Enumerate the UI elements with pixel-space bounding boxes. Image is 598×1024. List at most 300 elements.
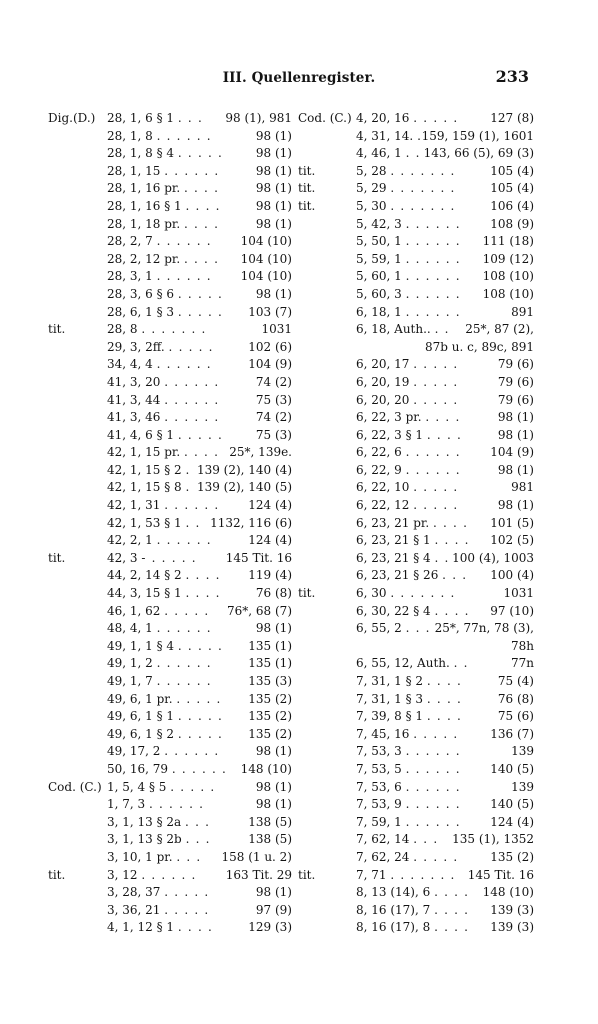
entry-reference: 6, 30, 22 § 4 . . . . [356, 603, 470, 618]
index-entry [48, 374, 292, 392]
index-entry [48, 180, 292, 198]
entry-reference: 6, 23, 21 § 26 . . . [356, 568, 468, 583]
index-entry [48, 356, 292, 374]
index-entry [298, 479, 534, 497]
entry-reference: 28, 8 . . . . . . . [107, 322, 207, 337]
entry-leader-dots: . . . . . . [405, 445, 461, 460]
entry-reference: 28, 1, 6 § 1 . . . [107, 111, 203, 125]
entry-page-reference: 136 (7) [490, 726, 534, 741]
entry-page-reference: 124 (4) [248, 498, 292, 513]
entry-reference: 5, 50, 1 . . . . . . [356, 234, 461, 249]
index-entry [48, 638, 292, 656]
entry-reference: 7, 39, 8 § 1 . . . . [356, 709, 462, 724]
index-entry [48, 321, 292, 339]
index-entry [298, 761, 534, 779]
index-entry [298, 128, 534, 146]
entry-leader-dots: . . . . . . [405, 814, 461, 829]
entry-reference: 6, 22, 3 § 1 . . . . [356, 427, 462, 442]
entry-reference: 49, 6, 1 § 1 . . . . . [107, 709, 224, 724]
index-entry [298, 462, 534, 480]
entry-leader-dots: . . . . . . [164, 374, 220, 389]
entry-page-reference: 98 (1) [255, 216, 292, 231]
entry-page-reference: 25*, 139e. [229, 445, 292, 460]
entry-page-reference: 101 (5) [490, 515, 534, 530]
entry-reference: 6, 23, 21 pr. . . . . [356, 515, 469, 530]
index-entry [48, 110, 292, 128]
entry-reference: 5, 29 . . . . . . . [356, 181, 456, 196]
entry-page-reference: 108 (10) [482, 269, 534, 284]
entry-reference: 49, 6, 1 pr. . . . . . [107, 691, 222, 706]
entry-reference: 28, 3, 1 . . . . . . [107, 269, 212, 284]
index-entry [298, 180, 534, 198]
entry-reference: 49, 1, 2 . . . . . . [107, 656, 212, 671]
index-entry [48, 128, 292, 146]
entry-leader-dots: . . . [185, 832, 211, 847]
index-entry [48, 479, 292, 497]
entry-leader-dots: . . . . . [177, 286, 224, 301]
entry-leader-dots: . . . . . . [405, 744, 461, 759]
entry-reference: 5, 42, 3 . . . . . . [356, 216, 461, 231]
entry-page-reference: 98 (1) [255, 621, 292, 636]
entry-reference: 41, 4, 6 § 1 . . . . . [107, 427, 224, 442]
entry-prefix: tit. [48, 867, 66, 882]
entry-leader-dots: . . . . . [413, 498, 459, 513]
entry-page-reference: 79 (6) [497, 392, 534, 407]
entry-page-reference: 104 (9) [490, 445, 534, 460]
entry-leader-dots: . . . . . . [156, 656, 212, 671]
entry-page-reference: 75 (3) [255, 392, 292, 407]
entry-reference: 41, 3, 20 . . . . . . [107, 374, 220, 389]
index-entry [48, 867, 292, 885]
entry-leader-dots: . . [434, 322, 450, 337]
entry-reference: 7, 31, 1 § 2 . . . . [356, 674, 462, 688]
index-entry [298, 673, 534, 691]
entry-page-reference: 76 (8) [497, 691, 534, 706]
entry-leader-dots: . . . [413, 832, 439, 847]
entry-leader-dots: . [417, 128, 423, 143]
entry-reference: 6, 22, 9 . . . . . . [356, 462, 461, 477]
entry-leader-dots: . . . . [184, 251, 220, 266]
entry-page-reference: 75 (3) [255, 427, 292, 442]
index-entry [298, 163, 534, 181]
index-entry [48, 444, 292, 462]
index-entry [48, 339, 292, 357]
entry-prefix: Dig.(D.) [48, 111, 96, 125]
index-entry [298, 814, 534, 832]
entry-reference: 28, 2, 7 . . . . . . [107, 234, 212, 249]
index-entry [48, 198, 292, 216]
entry-page-reference: 25*, 77n, 78 (3), [434, 621, 534, 636]
index-entry [298, 567, 534, 585]
entry-leader-dots: . . . . . . [405, 269, 461, 284]
entry-leader-dots: . . . . . . [156, 674, 212, 688]
entry-leader-dots: . . . . [426, 691, 462, 706]
entry-page-reference: 98 (1) [497, 427, 534, 442]
index-entry [298, 216, 534, 234]
index-entry [298, 251, 534, 269]
entry-leader-dots: . . . . . [413, 357, 459, 372]
index-entry [48, 796, 292, 814]
entry-reference: 3, 10, 1 pr. . . . [107, 849, 202, 864]
entry-prefix: tit. [298, 198, 316, 213]
index-entry [48, 708, 292, 726]
entry-page-reference: 148 (10) [240, 761, 292, 776]
entry-leader-dots: . . . . . . [141, 867, 197, 882]
entry-page-reference: 25*, 87 (2), [465, 322, 534, 337]
entry-leader-dots: . . . . [184, 216, 220, 231]
index-entry [298, 198, 534, 216]
entry-reference: 42, 1, 31 . . . . . . [107, 498, 220, 513]
index-entry [48, 550, 292, 568]
entry-reference: 4, 31, 14. . [356, 128, 423, 143]
entry-page-reference: 98 (1), 981 [225, 111, 292, 125]
entry-page-reference: 109 (12) [482, 251, 534, 266]
entry-page-reference: 111 (18) [482, 234, 534, 249]
index-entry [298, 655, 534, 673]
entry-reference: 7, 62, 14 . . . [356, 832, 439, 847]
index-entry [298, 392, 534, 410]
entry-reference: 49, 17, 2 . . . . . . [107, 744, 220, 759]
entry-reference: 42, 1, 15 § 2 . [107, 462, 191, 477]
index-entry [298, 374, 534, 392]
entry-leader-dots: . . . . [184, 181, 220, 196]
entry-page-reference: 98 (1) [255, 885, 292, 900]
index-entry [298, 919, 534, 937]
entry-page-reference: 163 Tit. 29 [225, 867, 292, 882]
entry-leader-dots: . . . . . . [405, 216, 461, 231]
index-entry [48, 902, 292, 920]
index-entry [48, 251, 292, 269]
entry-reference: 5, 60, 1 . . . . . . [356, 269, 461, 284]
entry-reference: 41, 3, 44 . . . . . . [107, 392, 220, 407]
entry-leader-dots: . . . . [434, 533, 470, 548]
entry-reference: 5, 30 . . . . . . . [356, 198, 456, 213]
entry-reference: 8, 16 (17), 8 . . . . [356, 920, 470, 935]
entry-page-reference: 97 (10) [490, 603, 534, 618]
index-entry [298, 867, 534, 885]
entry-leader-dots: . . . . [185, 568, 221, 583]
entry-reference: 3, 1, 13 § 2a . . . [107, 814, 211, 829]
entry-leader-dots: . . . . . [164, 603, 210, 618]
entry-reference: 7, 53, 9 . . . . . . [356, 797, 461, 812]
entry-reference: 42, 3 - . . . . . [107, 550, 197, 565]
index-entry [298, 286, 534, 304]
entry-reference: 46, 1, 62 . . . . . [107, 603, 210, 618]
entry-page-reference: 98 (1) [255, 797, 292, 812]
entry-leader-dots: . . . . . [413, 392, 459, 407]
entry-leader-dots: . . . . . [164, 885, 210, 900]
right-column [298, 110, 534, 937]
entry-reference: 44, 3, 15 § 1 . . . . [107, 586, 221, 601]
index-entry [48, 726, 292, 744]
entry-leader-dots: . . . . . [413, 111, 459, 125]
index-entry [48, 163, 292, 181]
entry-page-reference: 104 (9) [248, 357, 292, 372]
entry-leader-dots: . . [405, 146, 421, 161]
index-entry [48, 216, 292, 234]
entry-page-reference: 75 (4) [497, 674, 534, 688]
index-entry [48, 585, 292, 603]
entry-reference: 28, 1, 16 pr. . . . . [107, 181, 220, 196]
entry-reference: 6, 20, 20 . . . . . [356, 392, 459, 407]
entry-reference: 42, 2, 1 . . . . . . [107, 533, 212, 548]
entry-page-reference: 106 (4) [490, 198, 534, 213]
entry-leader-dots: . . . . . [177, 304, 224, 319]
entry-page-reference: 1132, 116 (6) [210, 515, 292, 530]
index-entry [48, 620, 292, 638]
entry-prefix: tit. [48, 550, 66, 565]
entry-page-reference: 74 (2) [255, 410, 292, 425]
entry-leader-dots: . . . . . . . [390, 867, 456, 882]
index-entry [298, 268, 534, 286]
index-entry [298, 515, 534, 533]
entry-leader-dots: - . . . . . [141, 550, 197, 565]
entry-page-reference: 981 [511, 480, 534, 495]
entry-prefix: Cod. (C.) [298, 111, 352, 125]
entry-leader-dots: . . [185, 515, 201, 530]
index-entry [48, 567, 292, 585]
index-entry [298, 849, 534, 867]
entry-page-reference: 139 (3) [490, 902, 534, 917]
entry-leader-dots: . . . . . . [405, 251, 461, 266]
entry-leader-dots: . . . . [426, 674, 462, 688]
entry-page-reference: 135 (2) [248, 691, 292, 706]
entry-leader-dots: . . . . [426, 427, 462, 442]
index-entry [298, 603, 534, 621]
entry-page-reference: 108 (10) [482, 286, 534, 301]
entry-reference: 28, 1, 18 pr. . . . . [107, 216, 220, 231]
entry-page-reference: 97 (9) [255, 902, 292, 917]
entry-reference: 29, 3, 2ff. . . . . . [107, 339, 214, 354]
entry-page-reference: 140 (5) [490, 797, 534, 812]
entry-page-reference: 103 (7) [248, 304, 292, 319]
index-entry [48, 532, 292, 550]
index-entry [298, 708, 534, 726]
entry-prefix: tit. [298, 163, 316, 178]
entry-leader-dots: . . . . . . [405, 286, 461, 301]
entry-reference: 3, 36, 21 . . . . . [107, 902, 210, 917]
entry-page-reference: 98 (1) [255, 163, 292, 178]
entry-prefix: tit. [48, 322, 66, 337]
entry-page-reference: 98 (1) [497, 462, 534, 477]
entry-reference: 6, 55, 2 . . . [356, 621, 431, 636]
entry-reference: 3, 1, 13 § 2b . . . [107, 832, 211, 847]
entry-page-reference: 148 (10) [482, 885, 534, 900]
entry-page-reference: 76*, 68 (7) [227, 603, 292, 618]
entry-leader-dots: . . . . [434, 920, 470, 935]
entry-reference: 8, 13 (14), 6 . . . . [356, 885, 470, 900]
entry-reference: 41, 3, 46 . . . . . . [107, 410, 220, 425]
entry-page-reference: 79 (6) [497, 374, 534, 389]
entry-leader-dots: . . . . . . . [390, 198, 456, 213]
entry-reference: 48, 4, 1 . . . . . . [107, 621, 212, 636]
entry-reference: 6, 22, 10 . . . . . [356, 480, 459, 495]
entry-leader-dots: . . . . [184, 445, 220, 460]
entry-reference: 6, 18, Auth.. . . [356, 322, 450, 337]
entry-page-reference: 98 (1) [255, 198, 292, 213]
entry-prefix: tit. [298, 867, 316, 882]
entry-leader-dots: . . . [442, 568, 468, 583]
entry-reference: 1, 5, 4 § 5 . . . . . [107, 779, 216, 794]
entry-prefix: tit. [298, 181, 316, 196]
index-entry [48, 831, 292, 849]
entry-page-reference: 139 (2), 140 (4) [196, 462, 292, 477]
entry-leader-dots: . . . . [434, 603, 470, 618]
entry-leader-dots: . . . . [185, 586, 221, 601]
index-entry [298, 796, 534, 814]
index-entry [48, 673, 292, 691]
entry-reference: 3, 12 . . . . . . [107, 867, 197, 882]
entry-leader-dots: . . . . . [168, 339, 214, 354]
index-entry [48, 655, 292, 673]
entry-leader-dots: . . . . . [170, 779, 216, 794]
index-entry [48, 392, 292, 410]
entry-reference: 4, 1, 12 § 1 . . . . [107, 920, 213, 935]
entry-page-reference: 1031 [261, 322, 292, 337]
entry-leader-dots: . . . . [177, 920, 213, 935]
entry-leader-dots: . . . [185, 814, 211, 829]
entry-leader-dots: . . . . . . [156, 269, 212, 284]
entry-leader-dots: . . . . . . [164, 163, 220, 178]
index-entry [298, 233, 534, 251]
entry-page-reference: 98 (1) [497, 410, 534, 425]
index-entry [48, 462, 292, 480]
entry-leader-dots: . . . . . . . [390, 181, 456, 196]
entry-page-reference: 98 (1) [255, 779, 292, 794]
index-entry [298, 585, 534, 603]
index-entry [48, 603, 292, 621]
entry-reference: 7, 45, 16 . . . . . [356, 726, 459, 741]
entry-leader-dots: . . . [176, 849, 202, 864]
entry-page-reference: 138 (5) [248, 814, 292, 829]
entry-page-reference: 79 (6) [497, 357, 534, 372]
entry-leader-dots: . . . . . . [164, 392, 220, 407]
index-entry [48, 286, 292, 304]
entry-leader-dots: . . . . . . [405, 234, 461, 249]
entry-leader-dots: . . . . . [413, 480, 459, 495]
entry-reference: 6, 22, 6 . . . . . . [356, 445, 461, 460]
entry-leader-dots: . . . . . . . [390, 586, 456, 601]
entry-page-reference: 74 (2) [255, 374, 292, 389]
entry-leader-dots: . [185, 462, 191, 477]
entry-page-reference: 139 [511, 779, 534, 794]
entry-reference: 34, 4, 4 . . . . . . [107, 357, 212, 372]
entry-leader-dots: . . . . . [413, 726, 459, 741]
entry-page-reference: 119 (4) [248, 568, 292, 583]
entry-page-reference: 102 (5) [490, 533, 534, 548]
entry-page-reference: 158 (1 u. 2) [221, 849, 292, 864]
entry-leader-dots: . . . . . . [156, 533, 212, 548]
entry-reference: 1, 7, 3 . . . . . . [107, 797, 205, 812]
entry-leader-dots: . . . . . . [405, 761, 461, 776]
entry-leader-dots: . . . . . . [156, 234, 212, 249]
index-entry [48, 691, 292, 709]
entry-leader-dots: . . . . . . [405, 462, 461, 477]
entry-page-reference: 104 (10) [240, 251, 292, 266]
index-entry [48, 919, 292, 937]
index-entry [48, 427, 292, 445]
entry-reference: 28, 3, 6 § 6 . . . . . [107, 286, 224, 301]
entry-reference: 7, 53, 6 . . . . . . [356, 779, 461, 794]
index-entry [48, 497, 292, 515]
entry-reference: 6, 20, 17 . . . . . [356, 357, 459, 372]
entry-leader-dots: . . . . [425, 410, 461, 425]
entry-leader-dots: . . . . [185, 198, 221, 213]
entry-page-reference: 135 (1) [248, 638, 292, 653]
entry-leader-dots: . . . . . [413, 849, 459, 864]
entry-page-reference: 135 (1) [248, 656, 292, 671]
index-entry [298, 743, 534, 761]
index-entry [48, 814, 292, 832]
index-entry [298, 779, 534, 797]
entry-reference: 7, 71 . . . . . . . [356, 867, 456, 882]
entry-page-reference: 138 (5) [248, 832, 292, 847]
entry-page-reference: 105 (4) [490, 163, 534, 178]
index-entry [298, 339, 534, 357]
entry-page-reference: 891 [511, 304, 534, 319]
index-entry [48, 884, 292, 902]
entry-page-reference: 98 (1) [497, 498, 534, 513]
entry-leader-dots: . . . . . . [405, 797, 461, 812]
entry-reference: 6, 22, 3 pr. . . . . [356, 410, 461, 425]
entry-page-reference: 98 (1) [255, 286, 292, 301]
page-number: 233 [495, 67, 529, 86]
entry-reference: 28, 1, 16 § 1 . . . . [107, 198, 221, 213]
entry-page-reference: 124 (4) [490, 814, 534, 829]
entry-page-reference: 87b u. c, 89c, 891 [425, 339, 534, 354]
entry-leader-dots: . . . . . . [164, 744, 220, 759]
index-entry [298, 620, 534, 638]
entry-leader-dots: . . . . . [177, 726, 224, 741]
entry-leader-dots: . . . . . . [156, 128, 212, 143]
entry-leader-dots: . . . [405, 621, 431, 636]
entry-leader-dots: . . . . . [176, 691, 222, 706]
entry-page-reference: 98 (1) [255, 744, 292, 759]
entry-reference: 28, 1, 15 . . . . . . [107, 163, 220, 178]
entry-leader-dots: . . . . [434, 902, 470, 917]
entry-leader-dots: . . . [177, 111, 203, 125]
index-entry [48, 849, 292, 867]
entry-reference: 44, 2, 14 § 2 . . . . [107, 568, 221, 583]
index-entry [298, 145, 534, 163]
entry-page-reference: 105 (4) [490, 181, 534, 196]
entry-page-reference: 129 (3) [248, 920, 292, 935]
entry-leader-dots: . . . . [426, 709, 462, 724]
index-entry [48, 779, 292, 797]
entry-leader-dots: . . . . . . [164, 410, 220, 425]
index-entry [298, 691, 534, 709]
entry-page-reference: 78h [511, 638, 534, 653]
page-title: III. Quellenregister. [222, 70, 376, 86]
entry-leader-dots: . . . . . . [164, 498, 220, 513]
entry-reference: 3, 28, 37 . . . . . [107, 885, 210, 900]
index-entry [298, 831, 534, 849]
index-entry [298, 356, 534, 374]
entry-page-reference: 104 (10) [240, 269, 292, 284]
entry-page-reference: 135 (2) [490, 849, 534, 864]
entry-page-reference: 100 (4) [490, 568, 534, 583]
entry-page-reference: 98 (1) [255, 146, 292, 161]
entry-page-reference: 102 (6) [248, 339, 292, 354]
entry-reference: 49, 6, 1 § 2 . . . . . [107, 726, 224, 741]
entry-leader-dots: . . . . . . [156, 357, 212, 372]
entry-leader-dots: . [185, 480, 191, 495]
entry-reference: 42, 1, 15 pr. . . . . [107, 445, 220, 460]
entry-reference: 7, 53, 5 . . . . . . [356, 761, 461, 776]
entry-reference: 42, 1, 53 § 1 . . [107, 515, 201, 530]
entry-reference: 7, 53, 3 . . . . . . [356, 744, 461, 759]
index-entry [298, 321, 534, 339]
